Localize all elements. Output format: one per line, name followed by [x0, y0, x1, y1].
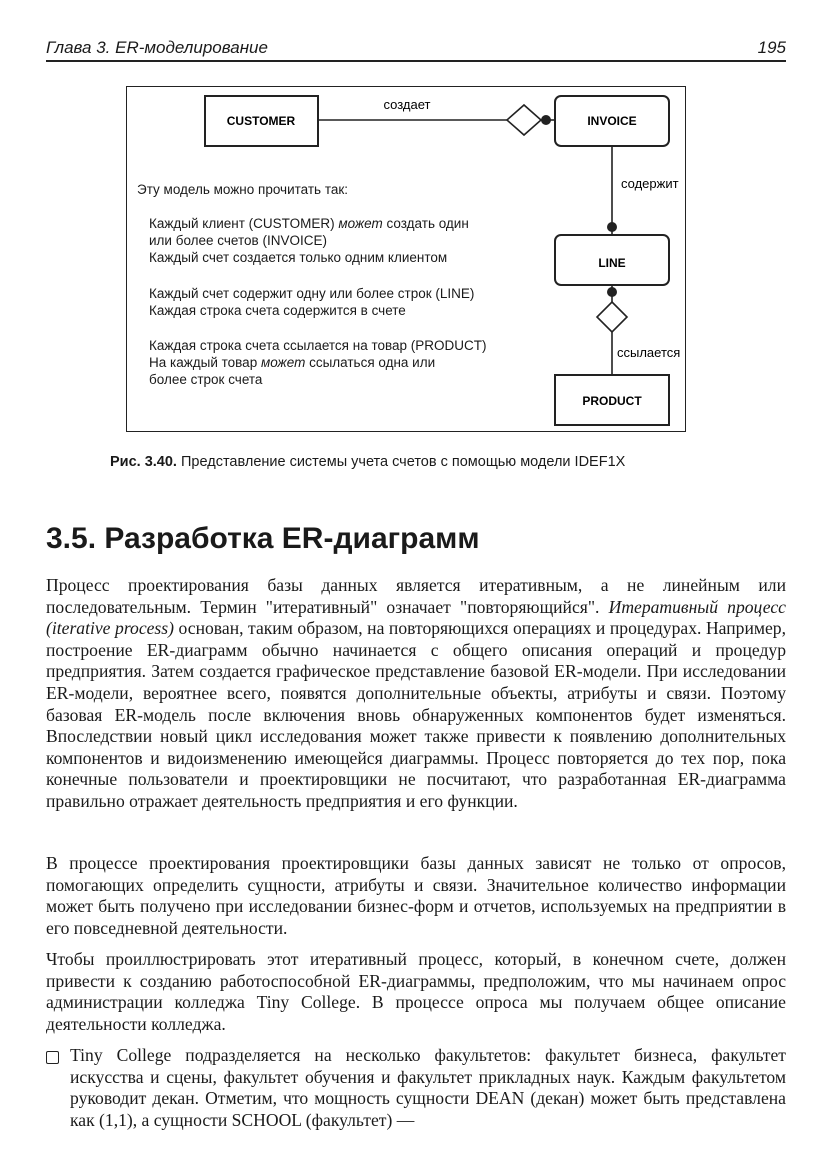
relation-creates-label: создает	[383, 97, 431, 112]
figure-statement: На каждый товар может ссылаться одна или	[149, 355, 436, 370]
figure-statement: Каждая строка счета содержится в счете	[149, 303, 406, 318]
page-number: 195	[757, 38, 786, 57]
entity-line-label: LINE	[598, 256, 626, 270]
entity-customer-label: CUSTOMER	[226, 114, 296, 128]
figure-statement: Каждый клиент (CUSTOMER) может создать один	[149, 216, 469, 231]
chapter-title: Глава 3. ER-моделирование	[46, 38, 268, 57]
figure-intro: Эту модель можно прочитать так:	[137, 182, 349, 197]
entity-invoice-label: INVOICE	[587, 114, 637, 128]
figure-statement: Каждый счет создается только одним клиентом	[149, 250, 448, 265]
figure-statement: более строк счета	[149, 372, 263, 387]
list-item-text: Tiny College подразделяется на несколько факультетов: факультет бизнеса, факультет искусства и сцены, факультет обучения и факультет прикладных наук. Каждым факультетом руководит декан. Отметим, что мощность сущности DEAN (декан) может быть представлена как (1,1), а сущности SCHOOL (факультет) —	[70, 1045, 786, 1130]
relation-references-diamond	[597, 302, 627, 332]
entity-product-label: PRODUCT	[582, 394, 642, 408]
relation-references-dot	[607, 287, 617, 297]
idef1x-figure	[126, 86, 686, 432]
caption-label: Рис. 3.40.	[110, 454, 177, 470]
relation-contains-label: содержит	[621, 176, 679, 191]
term-italic: Итеративный процесс (iterative process)	[46, 596, 786, 639]
section-title: 3.5. Разработка ER-диаграмм	[46, 522, 480, 555]
caption-text: Представление системы учета счетов с помощью модели IDEF1X	[176, 454, 626, 470]
body-paragraph: Процесс проектирования базы данных является итеративным, а не линейным или последовательным. Термин "итеративный" означает "повторяющийся". Итеративный процесс (iterative process) основан, таким образом, на повторяющихся операциях и процедурах. Например, построение ER-диаграмм обычно начинается с общего описания операций и процедур предприятия. Затем создается графическое представление базовой ER-модели. При исследовании ER-модели, вероятнее всего, появятся дополнительные объекты, атрибуты и связи. Поэтому базовая ER-модель после включения вновь обнаруженных компонентов будет изменяться. Впоследствии новый цикл исследования может также привести к появлению дополнительных компонентов и видоизменению имеющейся диаграммы. Процесс повторяется до тех пор, пока конечные пользователи и проектировщики не посчитают, что разработанная ER-диаграмма правильно отражает деятельность предприятия и его функции.	[46, 575, 787, 811]
figure-statement: Каждый счет содержит одну или более строк (LINE)	[149, 286, 475, 301]
relation-creates-diamond	[507, 105, 541, 135]
checkbox-bullet-icon	[46, 1051, 59, 1064]
body-paragraph: В процессе проектирования проектировщики базы данных зависят не только от опросов, помогающих определить сущности, атрибуты и связи. Значительное количество информации может быть получено при исследовании бизнес-форм и отчетов, используемых на предприятии в его повседневной деятельности.	[46, 853, 786, 938]
running-header	[46, 36, 786, 62]
body-paragraph: Чтобы проиллюстрировать этот итеративный процесс, который, в конечном счете, должен привести к созданию работоспособной ER-диаграммы, предположим, что мы начинаем опрос администрации колледжа Tiny College. В процессе опроса мы получаем общее описание деятельности колледжа.	[46, 949, 786, 1034]
figure-caption	[110, 454, 750, 470]
figure-statement: или более счетов (INVOICE)	[149, 233, 327, 248]
relation-creates-dot	[541, 115, 551, 125]
figure-statement: Каждая строка счета ссылается на товар (PRODUCT)	[149, 338, 487, 353]
relation-references-label: ссылается	[617, 345, 681, 360]
relation-contains-dot	[607, 222, 617, 232]
